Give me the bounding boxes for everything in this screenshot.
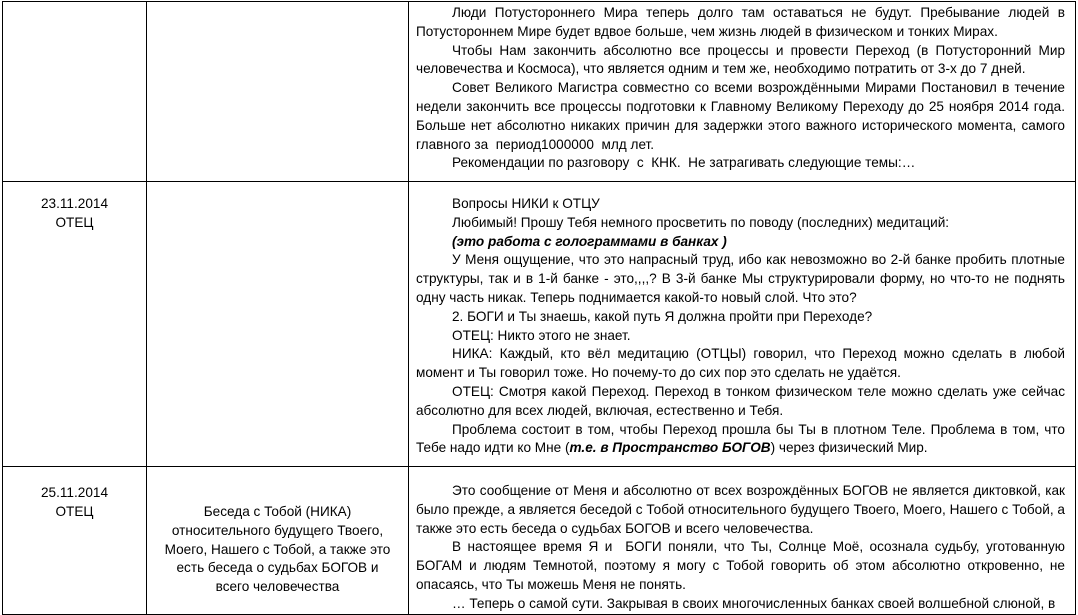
- content-cell: [409, 182, 1076, 467]
- paragraph: Любимый! Прошу Тебя немного просветить по поводу (последних) медитаций:: [452, 214, 950, 230]
- paragraph: НИКА: Каждый, кто вёл медитацию (ОТЦЫ) говорил, что Переход можно сделать в любой момент и Ты говорил тоже. Но почему-то до сих пор это сделать не удаётся.: [416, 346, 1069, 381]
- paragraph-segment: Проблема состоит в том, чтобы Переход прошла бы Ты в плотном Теле. Проблема в том, что Тебе надо идти ко Мне (: [416, 421, 1069, 456]
- date-cell: [3, 467, 147, 615]
- table-row: [3, 2, 1076, 182]
- paragraph: Люди Потустороннего Мира теперь долго там оставаться не будут. Пребывание людей в Потустороннем Мире будет вдвое больше, чем жизнь людей в физическом и тонких Мирах.: [416, 5, 1069, 39]
- paragraph: Чтобы Нам закончить абсолютно все процессы и провести Переход (в Потусторонний Мир человечества и Космоса), что является одним и тем же, необходимо потратить от 3-х до 7 дней.: [416, 42, 1069, 77]
- date-cell: [3, 182, 147, 467]
- summary-cell: [147, 182, 409, 467]
- paragraph-segment: ) через физический Мир.: [770, 440, 928, 456]
- summary-text: Беседа с Тобой (НИКА) относительного будущего Твоего, Моего, Нашего с Тобой, а также это есть беседа о судьбах БОГОВ и всего человечества: [164, 504, 395, 595]
- paragraph-emphasized: (это работа с голограммами в банках ): [452, 233, 727, 249]
- speaker-label: ОТЕЦ: [55, 503, 94, 519]
- paragraph: 2. БОГИ и Ты знаешь, какой путь Я должна пройти при Переходе?: [452, 308, 873, 324]
- paragraph: Это сообщение от Меня и абсолютно от всех возрождённых БОГОВ не является диктовкой, как было прежде, а является беседой с Тобой относительного будущего Твоего, Моего, Нашего с Тобой, а также это есть беседа о судьбах БОГОВ и всего человечества.: [416, 483, 1069, 536]
- paragraph-segment-italic: т.е. в Пространство БОГОВ: [569, 440, 771, 456]
- paragraph: ОТЕЦ: Никто этого не знает.: [452, 327, 631, 343]
- paragraph: ОТЕЦ: Смотря какой Переход. Переход в тонком физическом теле можно сделать уже сейчас абсолютно для всех людей, включая, естественно и Тебя.: [416, 383, 1069, 418]
- paragraph: Совет Великого Магистра совместно со всеми возрождёнными Мирами Постановил в течение недели закончить все процессы подготовки к Главному Великому Переходу до 25 ноября 2014 года. Больше нет абсолютно никаких причин для задержки этого важного исторического момента, самого главного за период1000000 млд лет.: [416, 80, 1069, 152]
- paragraph: Вопросы НИКИ к ОТЦУ: [452, 196, 600, 211]
- paragraph: … Теперь о самой сути. Закрывая в своих многочисленных банках своей волшебной слюной, в: [452, 595, 1056, 611]
- date-label: 23.11.2014: [40, 196, 109, 211]
- summary-cell: [147, 2, 409, 182]
- paragraph-mixed: [416, 421, 1069, 459]
- paragraph: В настоящее время Я и БОГИ поняли, что Ты, Солнце Моё, осознала судьбу, уготованную БОГАМ и людям Темнотой, поэтому я могу с Тобой говорить об этом абсолютно откровенно, не опасаясь, что Ты можешь Меня не понять.: [416, 539, 1069, 592]
- content-cell: [409, 467, 1076, 615]
- date-label: 25.11.2014: [40, 485, 109, 500]
- table-row: [3, 182, 1076, 467]
- table-row: [3, 467, 1076, 615]
- content-cell: [409, 2, 1076, 182]
- speaker-label: ОТЕЦ: [55, 214, 94, 230]
- conversation-table: [2, 1, 1076, 615]
- summary-cell: [147, 467, 409, 615]
- paragraph: Рекомендации по разговору с КНК. Не затрагивать следующие темы:…: [452, 155, 916, 171]
- paragraph: У Меня ощущение, что это напрасный труд, ибо как невозможно во 2-й банке пробить плотные структуры, так и в 1-й банке - это,,,,? В 3-й банке Мы структурировали форму, но что-то не поднять одну часть никак. Теперь поднимается какой-то новый слой. Что это?: [416, 252, 1069, 305]
- date-cell: [3, 2, 147, 182]
